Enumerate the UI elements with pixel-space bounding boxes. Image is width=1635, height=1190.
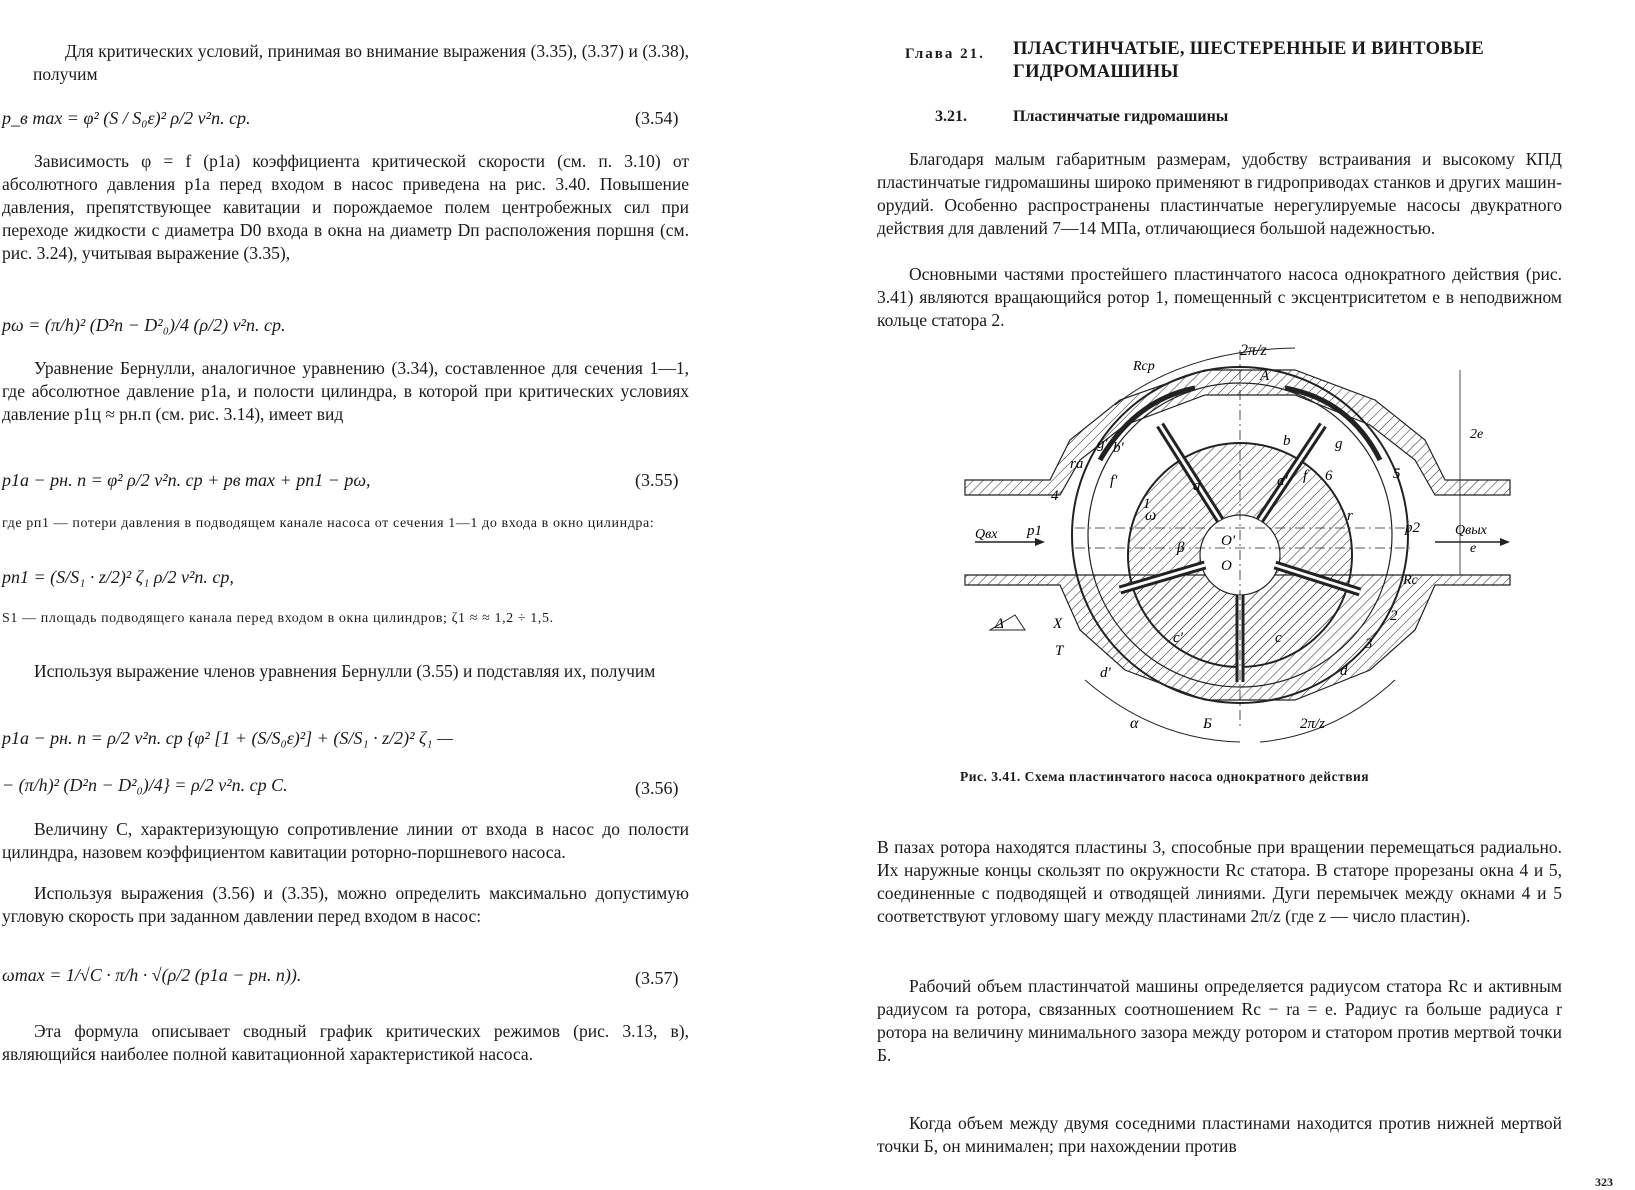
right-page <box>877 0 1630 1190</box>
paragraph: Рабочий объем пластинчатой машины определяется радиусом статора Rc и активным радиусом ra ротора, связанных соотношением Rc − ra = e. Радиус ra больше радиуса r ротора на величину минимального зазора между ротором и статором против мертвой точки Б. <box>877 976 1562 1065</box>
footnote-text: S1 — площадь подводящего канала перед входом в окна цилиндров; ζ1 ≈ ≈ 1,2 ÷ 1,5. <box>2 611 554 626</box>
label-t: T <box>1055 643 1064 659</box>
label-two-pi-over-z-top: 2π/z <box>1240 342 1267 359</box>
footnote-text: где pп1 — потери давления в подводящем канале насоса от сечения 1—1 до входа в окно цилиндра: <box>2 516 655 531</box>
paragraph: Эта формула описывает сводный график критических режимов (рис. 3.13, в), являющийся наиболее полной кавитационной характеристикой насоса. <box>2 1021 689 1064</box>
label-o: O <box>1221 558 1232 574</box>
paragraph: Благодаря малым габаритным размерам, удобству встраивания и высокому КПД пластинчатые гидромашины широко применяют в гидроприводах станков и других машин-орудий. Особенно распространены пластинчатые нерегулируемые насосы двукратного действия для давлений 7—14 МПа, отличающиеся большой надежностью. <box>877 149 1562 238</box>
label-four: 4 <box>1051 488 1059 504</box>
equation-3-57: ωmax = 1/√C · π/h · √(ρ/2 (p1a − pн. п)). <box>2 965 302 985</box>
label-f: f <box>1303 468 1308 484</box>
pump-diagram <box>955 330 1515 760</box>
figure-caption: Рис. 3.41. Схема пластинчатого насоса однократного действия <box>960 769 1370 784</box>
label-a-upper: A <box>1260 368 1270 384</box>
label-c-prime: c' <box>1173 630 1183 646</box>
label-omega: ω <box>1145 507 1157 524</box>
equation-number: (3.57) <box>635 968 679 988</box>
paragraph: Уравнение Бернулли, аналогичное уравнению (3.34), составленное для сечения 1—1, где абсолютное давление p1a, и полости цилиндра, в которой при критических условиях давление p1ц ≈ pн.п (см. рис. 3.14), имеет вид <box>2 358 689 424</box>
label-alpha: α <box>1130 715 1139 732</box>
label-g: g <box>1335 436 1343 452</box>
paragraph: Используя выражение членов уравнения Бернулли (3.55) и подставляя их, получим <box>34 661 656 681</box>
paragraph: Когда объем между двумя соседними пластинами находится против нижней мертвой точки Б, он минимален; при нахождении против <box>877 1113 1562 1156</box>
label-ra: ra <box>1070 456 1084 472</box>
equation-3-56-line2: − (π/h)² (D²п − D²₀)/4} = ρ/2 v²п. ср C. <box>2 775 288 795</box>
label-g-prime: g' <box>1097 436 1108 452</box>
section-title: Пластинчатые гидромашины <box>1013 108 1229 125</box>
label-rcp: Rcp <box>1133 359 1155 374</box>
label-q-in: Qвх <box>975 527 998 542</box>
equation-3-55: p1a − pн. п = φ² ρ/2 v²п. ср + pв max + pп1 − pω, <box>2 470 371 490</box>
label-six: 6 <box>1325 468 1333 484</box>
page-number: 323 <box>1595 1175 1613 1189</box>
label-p2: p2 <box>1405 520 1420 536</box>
label-x: X <box>1053 616 1063 632</box>
equation-3-56-line1: p1a − pн. п = ρ/2 v²п. ср {φ² [1 + (S/S₀ε)²] + (S/S₁ · z/2)² ζ₁ — <box>2 728 454 748</box>
equation-p-n1: pп1 = (S/S₁ · z/2)² ζ₁ ρ/2 v²п. ср, <box>2 567 234 587</box>
label-five: 5 <box>1393 466 1401 482</box>
label-b-cyr: Б <box>1203 716 1212 732</box>
label-2e: 2e <box>1470 427 1484 442</box>
label-f-prime: f' <box>1110 473 1118 489</box>
label-e: e <box>1470 541 1477 556</box>
label-b: b <box>1283 433 1291 449</box>
label-d-prime: d' <box>1100 665 1111 681</box>
label-two-pi-over-z-bottom: 2π/z <box>1300 716 1326 732</box>
chapter-title: ПЛАСТИНЧАТЫЕ, ШЕСТЕРЕННЫЕ И ВИНТОВЫЕ ГИДРОМАШИНЫ <box>1013 39 1485 82</box>
paragraph: Используя выражения (3.56) и (3.35), можно определить максимально допустимую угловую скорость при заданном давлении перед входом в насос: <box>2 883 689 926</box>
label-r: r <box>1347 508 1353 524</box>
label-a-prime: a' <box>1277 473 1288 489</box>
label-beta: β <box>1177 540 1185 556</box>
paragraph: Для критических условий, принимая во внимание выражения (3.35), (3.37) и (3.38), получим <box>33 41 689 84</box>
label-d: d <box>1340 663 1348 679</box>
label-q-out: Qвых <box>1455 523 1487 538</box>
equation-p-omega: pω = (π/h)² (D²п − D²₀)/4 (ρ/2) v²п. ср. <box>2 315 286 335</box>
paragraph: В пазах ротора находятся пластины 3, способные при вращении перемещаться радиально. Их наружные концы скользят по окружности Rc статора. В статоре прорезаны окна 4 и 5, соединенные с подводящей и отводящей линиями. Дуги перемычек между окнами 4 и 5 соответствуют угловому шагу между пластинами 2π/z (где z — число пластин). <box>877 837 1562 926</box>
paragraph: Величину C, характеризующую сопротивление линии от входа в насос до полости цилиндра, назовем коэффициентом кавитации роторно-поршневого насоса. <box>2 819 689 862</box>
label-rc: Rc <box>1403 573 1418 588</box>
section-number: 3.21. <box>935 108 967 125</box>
label-delta: Δ <box>995 616 1004 632</box>
chapter-label: Глава 21. <box>905 46 985 62</box>
label-o-prime: O' <box>1221 533 1236 549</box>
label-a: a <box>1193 478 1201 494</box>
equation-number: (3.56) <box>635 778 679 798</box>
label-c: c <box>1275 630 1282 646</box>
label-two: 2 <box>1390 608 1398 624</box>
left-page <box>0 0 720 1190</box>
equation-number: (3.55) <box>635 470 679 490</box>
paragraph: Основными частями простейшего пластинчатого насоса однократного действия (рис. 3.41) являются вращающийся ротор 1, помещенный с эксцентриситетом e в неподвижном кольце статора 2. <box>877 264 1562 330</box>
label-one: 1 <box>1143 496 1151 512</box>
paragraph: Зависимость φ = f (p1a) коэффициента критической скорости (см. п. 3.10) от абсолютного давления p1a перед входом в насос приведена на рис. 3.40. Повышение давления, препятствующее кавитации и порождаемое полем центробежных сил при переходе жидкости с диаметра D0 входа в окна на диаметр Dп расположения поршня (см. рис. 3.24), учитывая выражение (3.35), <box>2 151 689 263</box>
equation-3-54: p_в max = φ² (S / S₀ε)² ρ/2 v²п. ср. <box>2 108 251 128</box>
label-p1: p1 <box>1027 523 1042 539</box>
label-b-prime: b' <box>1113 440 1124 456</box>
equation-number: (3.54) <box>635 108 679 128</box>
label-three: 3 <box>1365 636 1373 652</box>
